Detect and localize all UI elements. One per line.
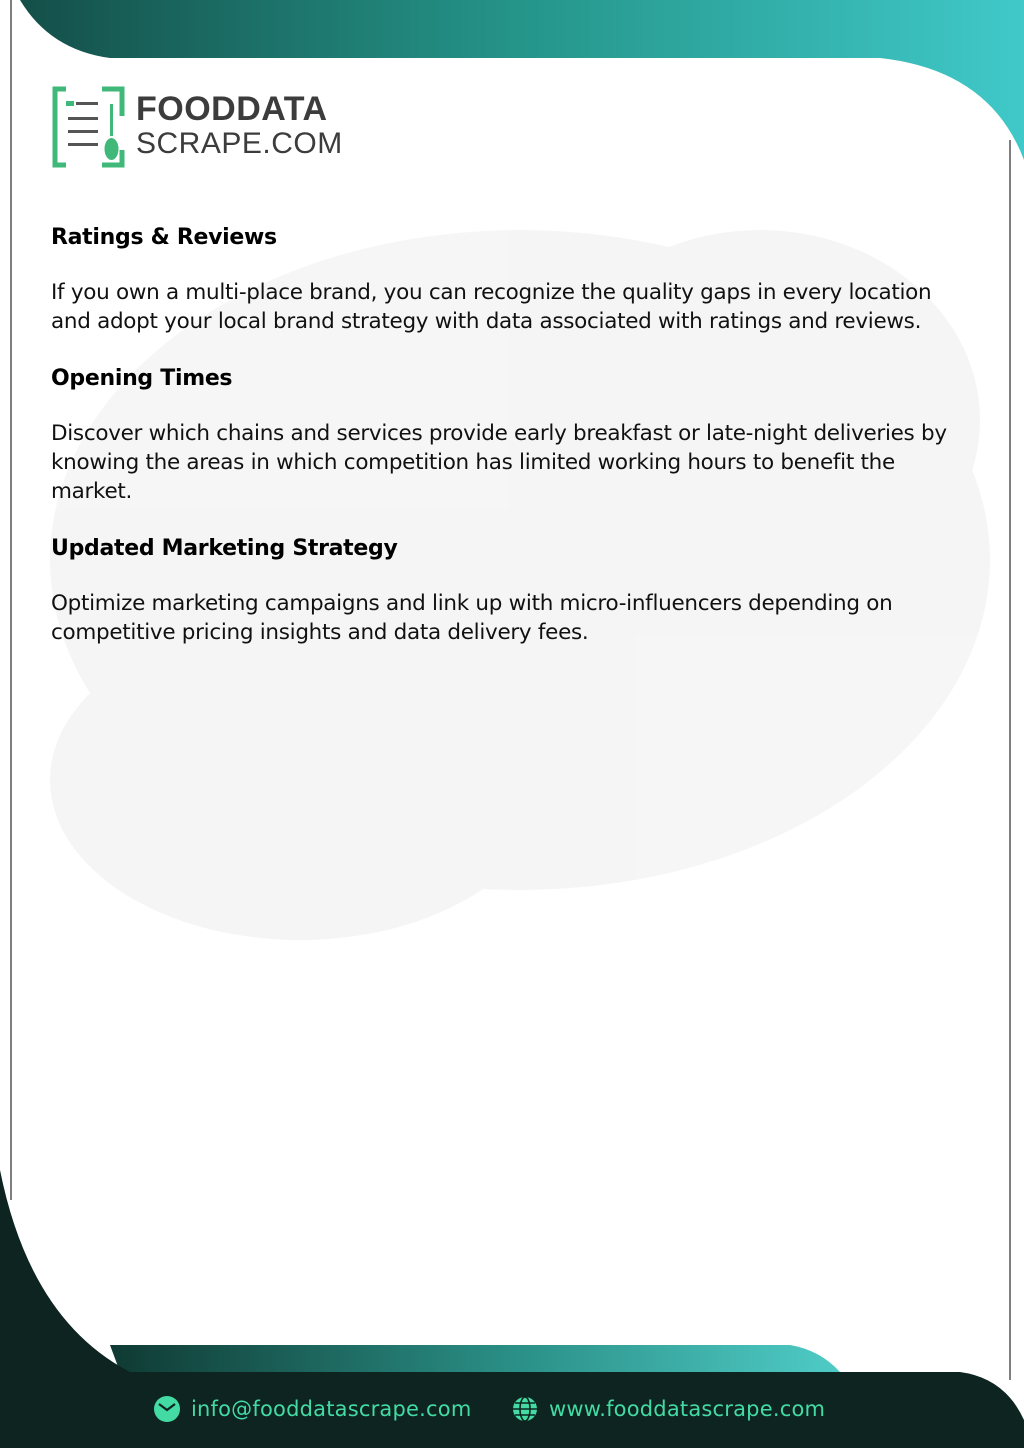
footer-website-link[interactable]: www.fooddatascrape.com	[549, 1397, 826, 1421]
bottom-teal-band	[110, 1345, 840, 1372]
footer-email[interactable]	[152, 1394, 471, 1424]
brand-name-line1: FOODDATA	[136, 90, 328, 128]
section-body: Optimize marketing campaigns and link up with micro-influencers depending on competitive pricing insights and data delivery fees.	[51, 591, 893, 645]
section-ratings-reviews	[51, 222, 976, 336]
section-title: Ratings & Reviews	[51, 225, 277, 250]
envelope-icon	[152, 1394, 182, 1424]
section-opening-times	[51, 363, 976, 506]
section-body: Discover which chains and services provide early breakfast or late-night deliveries by knowing the areas in which competition has limited working hours to benefit the market.	[51, 421, 947, 504]
brand-name-line2: SCRAPE.COM	[136, 127, 343, 160]
main-content	[51, 222, 976, 674]
globe-icon	[510, 1394, 540, 1424]
footer-email-link[interactable]: info@fooddatascrape.com	[191, 1397, 472, 1421]
section-title: Opening Times	[51, 366, 233, 391]
footer-website[interactable]	[510, 1394, 825, 1424]
section-title: Updated Marketing Strategy	[51, 536, 398, 561]
footer	[0, 1388, 1024, 1432]
section-marketing-strategy	[51, 533, 976, 647]
menu-list-spoon-icon	[52, 86, 128, 168]
section-body: If you own a multi-place brand, you can recognize the quality gaps in every location and adopt your local brand strategy with data associated with ratings and reviews.	[51, 280, 932, 334]
brand-logo	[52, 86, 352, 168]
